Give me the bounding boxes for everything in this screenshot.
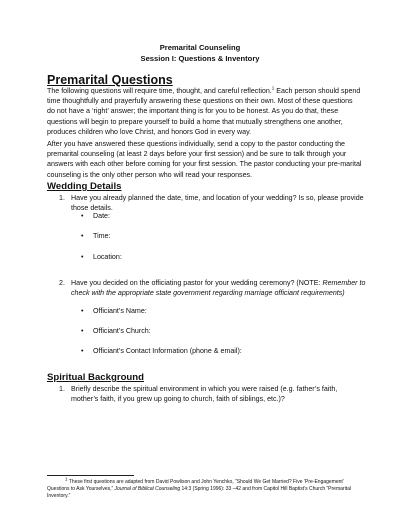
bullet-label: Officiant’s Church: <box>93 327 151 335</box>
question-text: Briefly describe the spiritual environment in which you were raised (e.g. father’s faith, mother’s faith, if you grew up going to church, faith of siblings, etc.)? <box>71 385 338 404</box>
footnote-text-start: These first questions are adapted from David Powlison and John Yenchko, “Should We Get Married? Five ‘Pre-Engagement’ Questions to Ask Yourselves,” <box>47 479 344 493</box>
question-number: 1. <box>59 194 65 202</box>
bullet-icon: • <box>81 307 84 315</box>
bullet-icon: • <box>81 347 84 355</box>
footnote <box>47 476 359 501</box>
section-heading-spiritual-background: Spiritual Background <box>47 372 145 383</box>
bullet-label: Location: <box>93 253 122 261</box>
intro-text-rest: Each person should spend time thoughtfully and prayerfully answering these questions on their own. Most of these questions do not have a ‘right’ answer; the important thing is for you to be honest. As you do that, these questions will begin to prepare yourself to build a home that mutually strengthens one another, produces children who love Christ, and honors God in every way. <box>47 87 361 136</box>
footnote-number: 1 <box>65 476 68 482</box>
section-heading-premarital-questions: Premarital Questions <box>47 73 173 87</box>
intro-text-start: The following questions will require time, thought, and careful reflection. <box>47 87 272 95</box>
footnote-journal-title: Journal of Biblical Counseling <box>114 486 181 493</box>
footnote-reference: 1 <box>271 85 275 91</box>
document-title: Premarital Counseling <box>159 43 241 52</box>
instructions-paragraph: After you have answered these questions individually, send a copy to the pastor conducting the premarital counseling (at least 2 days before your first session) and be sure to talk through your answers with each other before coming for your first session. The pastor conducting your pre-marital counseling is the only other person who will read your responses. <box>47 140 362 179</box>
bullet-label: Date: <box>93 212 110 220</box>
bullet-icon: • <box>81 212 84 220</box>
document-subtitle: Session I: Questions & Inventory <box>140 54 260 63</box>
question-text: Have you already planned the date, time, and location of your wedding? Is so, please provide those details. <box>71 194 364 213</box>
intro-paragraph <box>47 86 362 137</box>
bullet-label: Officiant’s Contact Information (phone & email): <box>93 347 242 355</box>
question-text <box>71 278 366 298</box>
question-note: Remember to check with the appropriate state government regarding marriage officiant requirements) <box>71 279 366 298</box>
bullet-label: Time: <box>93 232 111 240</box>
question-main: Have you decided on the officiating pastor for your wedding ceremony? (NOTE: <box>71 279 321 287</box>
bullet-icon: • <box>81 253 84 261</box>
question-number: 2. <box>59 279 65 287</box>
footnote-separator <box>47 475 134 476</box>
bullet-icon: • <box>81 232 84 240</box>
bullet-label: Officiant’s Name: <box>93 307 147 315</box>
bullet-icon: • <box>81 327 84 335</box>
question-number: 1. <box>59 385 65 393</box>
footnote-text-end: 14:3 (Spring 1996): 33 –42 and from Capitol Hill Baptist’s Church “Premarital Inventory.” <box>47 486 351 500</box>
section-heading-wedding-details: Wedding Details <box>47 181 122 192</box>
